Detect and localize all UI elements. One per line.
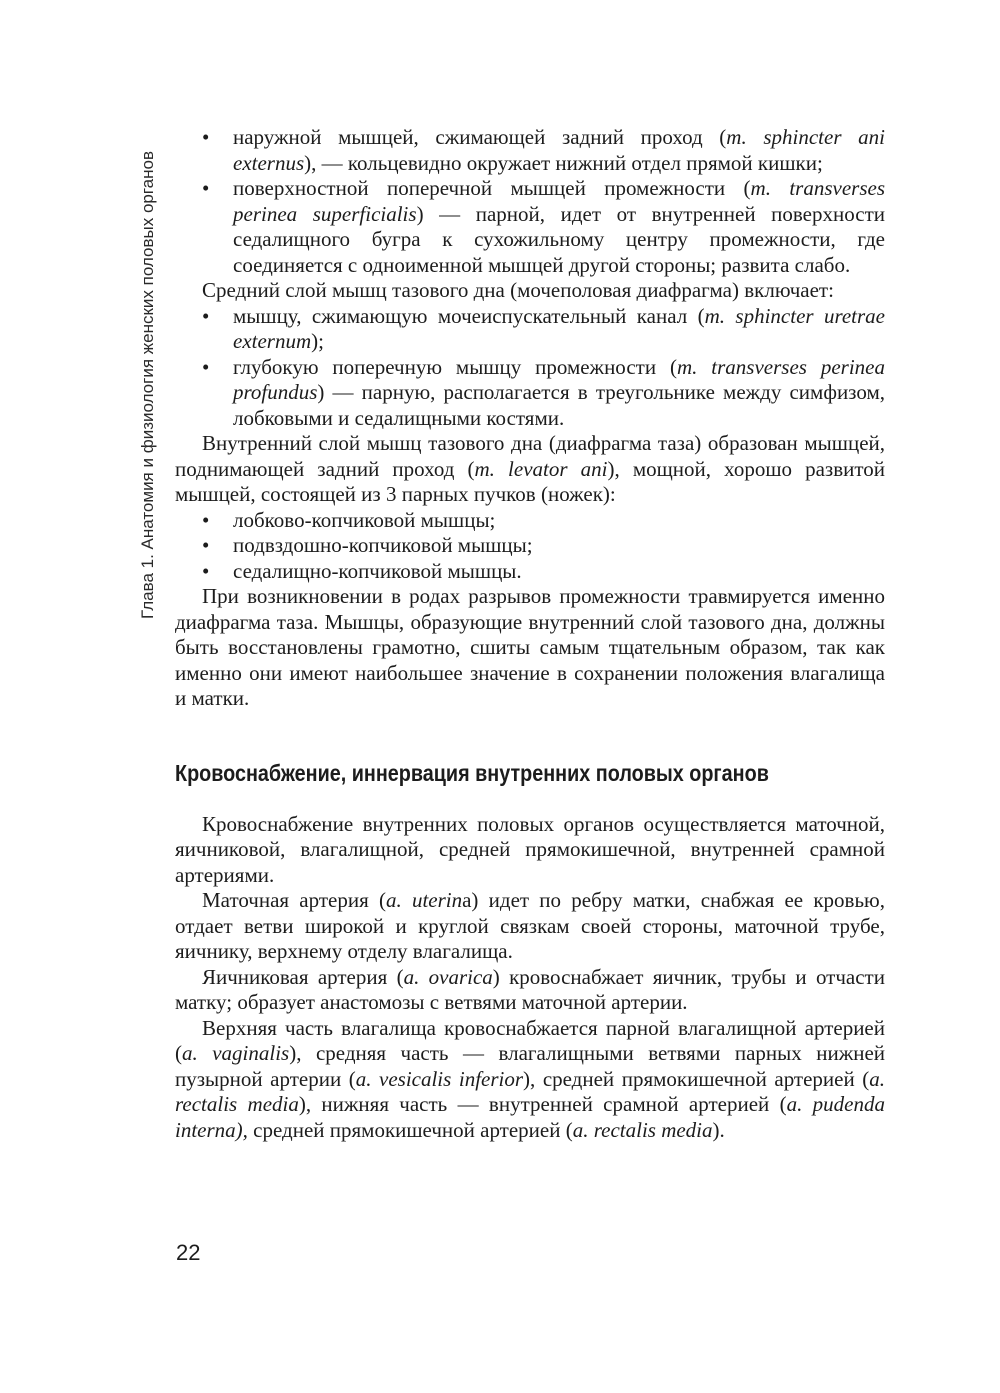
paragraph-uterine-artery: Маточная артерия (a. uterina) идет по ребру матки, снабжая ее кровью, отдает ветви широкой и круглой связкам своей стороны, маточной трубе, яичнику, верхнему отделу влагалища.	[175, 888, 885, 963]
list-item: • поверхностной поперечной мышцей промежности (m. transverses perinea superficialis) — парной, идет от внутренней поверхности седалищного бугра к сухожильному центру промежности, где соединяется с одноименной мышцей другой стороны; развита слабо.	[202, 176, 885, 277]
paragraph-inner-layer: Внутренний слой мышц тазового дна (диафрагма таза) образован мышцей, поднимающей задний проход (m. levator ani), мощной, хорошо развитой мышцей, состоящей из 3 парных пучков (ножек):	[175, 431, 885, 506]
section-heading: Кровоснабжение, иннервация внутренних половых органов	[175, 759, 769, 786]
bullet: •	[202, 558, 210, 583]
paragraph-vaginal-supply: Верхняя часть влагалища кровоснабжается парной влагалищной артерией (a. vaginalis), средняя часть — влагалищными ветвями парных нижней пузырной артерии (a. vesicalis inferior), средней прямокишечной артерией (a. rectalis media), нижняя часть — внутренней срамной артерией (a. pudenda interna), средней прямокишечной артерией (a. rectalis media).	[175, 1015, 886, 1142]
bullet: •	[202, 354, 210, 379]
outer-layer-list	[175, 125, 885, 278]
bullet: •	[202, 176, 210, 200]
inner-layer-list	[175, 508, 885, 585]
bullet: •	[202, 533, 210, 557]
bullet: •	[202, 507, 210, 532]
page-number: 22	[176, 1240, 201, 1265]
list-item: • лобково-копчиковой мышцы;	[202, 507, 496, 532]
paragraph-middle-layer: Средний слой мышц тазового дна (мочеполовая диафрагма) включает:	[202, 278, 834, 302]
running-header: Глава 1. Анатомия и физиология женских половых органов	[138, 150, 157, 620]
page-body	[175, 125, 885, 1143]
paragraph-blood-supply: Кровоснабжение внутренних половых органов осуществляется маточной, яичниковой, влагалищной, средней прямокишечной, внутренней срамной артериями.	[175, 811, 885, 887]
bullet: •	[202, 125, 210, 149]
middle-layer-list	[175, 304, 885, 432]
bullet: •	[202, 303, 210, 328]
list-item: • седалищно-копчиковой мышцы.	[202, 558, 522, 583]
list-item: • мышцу, сжимающую мочеиспускательный канал (m. sphincter uretrae externum);	[202, 303, 885, 353]
list-item: • подвздошно-копчиковой мышцы;	[202, 533, 533, 557]
paragraph-ovarian-artery: Яичниковая артерия (a. ovarica) кровоснабжает яичник, трубы и отчасти матку; образует анастомозы с ветвями маточной артерии.	[175, 964, 885, 1014]
list-item: • глубокую поперечную мышцу промежности (m. transverses perinea profundus) — парную, располагается в треугольнике между симфизом, лобковыми и седалищными костями.	[202, 354, 885, 430]
list-item: • наружной мышцей, сжимающей задний проход (m. sphincter ani externus), — кольцевидно окружает нижний отдел прямой кишки;	[202, 125, 885, 175]
paragraph-rupture: При возникновении в родах разрывов промежности травмируется именно диафрагма таза. Мышцы, образующие внутренний слой тазового дна, должны быть восстановлены грамотно, сшиты самым тщательным образом, так как именно они имеют наибольшее значение в сохранении положения влагалища и матки.	[175, 584, 885, 710]
